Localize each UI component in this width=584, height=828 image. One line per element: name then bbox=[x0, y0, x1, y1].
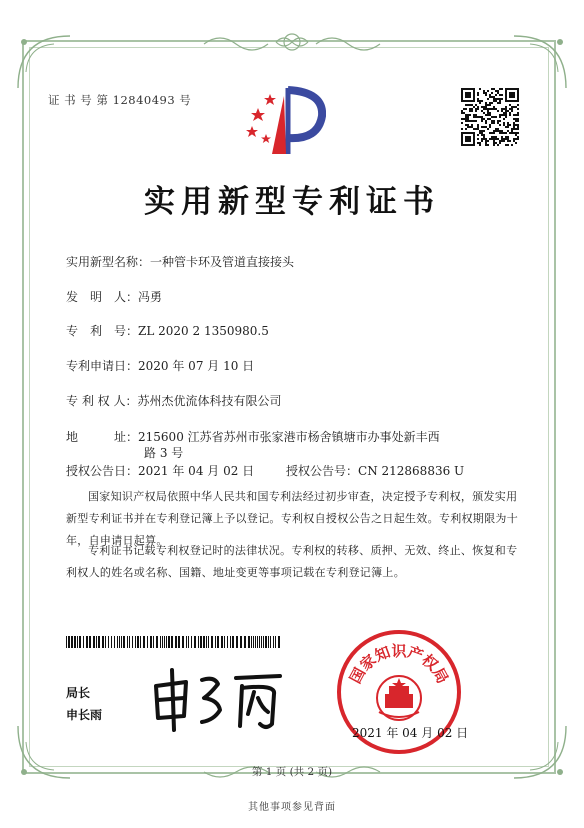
corner-ornament-icon bbox=[510, 32, 570, 92]
field-value: 一种管卡环及管道直接接头 bbox=[150, 255, 295, 269]
statement-paragraph: 国家知识产权局依照中华人民共和国专利法经过初步审查，决定授予专利权，颁发实用新型专利证书并在专利登记簿上予以登记。专利权自授权公告之日起生效。专利权期限为十年，自申请日起算。 bbox=[66, 490, 518, 547]
certificate-number: 证 书 号 第 12840493 号 bbox=[48, 93, 192, 107]
field-label: 授权公告日： bbox=[66, 464, 139, 478]
seal-date: 2021 年 04 月 02 日 bbox=[352, 726, 469, 740]
address-row bbox=[66, 428, 440, 445]
field-value: 路 3 号 bbox=[144, 446, 184, 460]
cnipa-logo-icon bbox=[244, 82, 326, 158]
top-ornament-icon bbox=[200, 30, 384, 54]
field-label: 专 利 权 人： bbox=[66, 394, 138, 408]
field-value: CN 212868836 U bbox=[358, 464, 465, 478]
field-label: 地 址： bbox=[66, 430, 139, 444]
field-value: 2020 年 07 月 10 日 bbox=[138, 359, 255, 373]
field-value: ZL 2020 2 1350980.5 bbox=[138, 324, 269, 338]
statement-paragraph: 专利证书记载专利权登记时的法律状况。专利权的转移、质押、无效、终止、恢复和专利权人的姓名或名称、国籍、地址变更等事项记载在专利登记簿上。 bbox=[66, 544, 518, 579]
field-label: 专利申请日： bbox=[66, 359, 139, 373]
patent-number-row bbox=[66, 322, 269, 339]
field-value: 冯勇 bbox=[138, 290, 163, 304]
signatory-name: 申长雨 bbox=[66, 708, 103, 722]
seal-text: 国家知识产权局 bbox=[346, 642, 452, 687]
inventor-row bbox=[66, 288, 162, 305]
corner-ornament-icon bbox=[14, 32, 74, 92]
address-row-continued bbox=[144, 444, 183, 461]
qr-code bbox=[461, 88, 519, 146]
grant-number-row bbox=[286, 462, 464, 479]
page-number: 第 1 页 (共 2 页) bbox=[251, 766, 333, 778]
grant-date-row bbox=[66, 462, 254, 479]
utility-model-name-row bbox=[66, 253, 294, 270]
barcode bbox=[66, 636, 281, 648]
footer-note: 其他事项参见背面 bbox=[248, 802, 336, 813]
signatory-title: 局长 bbox=[66, 686, 91, 700]
field-value: 苏州杰优流体科技有限公司 bbox=[137, 394, 282, 408]
handwritten-signature bbox=[148, 664, 288, 734]
field-label: 专 利 号： bbox=[66, 324, 139, 338]
field-value: 215600 江苏省苏州市张家港市杨舍镇塘市办事处新丰西 bbox=[138, 430, 440, 444]
patentee-row bbox=[66, 392, 281, 409]
field-value: 2021 年 04 月 02 日 bbox=[138, 464, 255, 478]
field-label: 实用新型名称： bbox=[66, 255, 151, 269]
filing-date-row bbox=[66, 357, 254, 374]
field-label: 发 明 人： bbox=[66, 290, 139, 304]
field-label: 授权公告号： bbox=[286, 464, 359, 478]
page-title: 实用新型专利证书 bbox=[144, 184, 440, 220]
